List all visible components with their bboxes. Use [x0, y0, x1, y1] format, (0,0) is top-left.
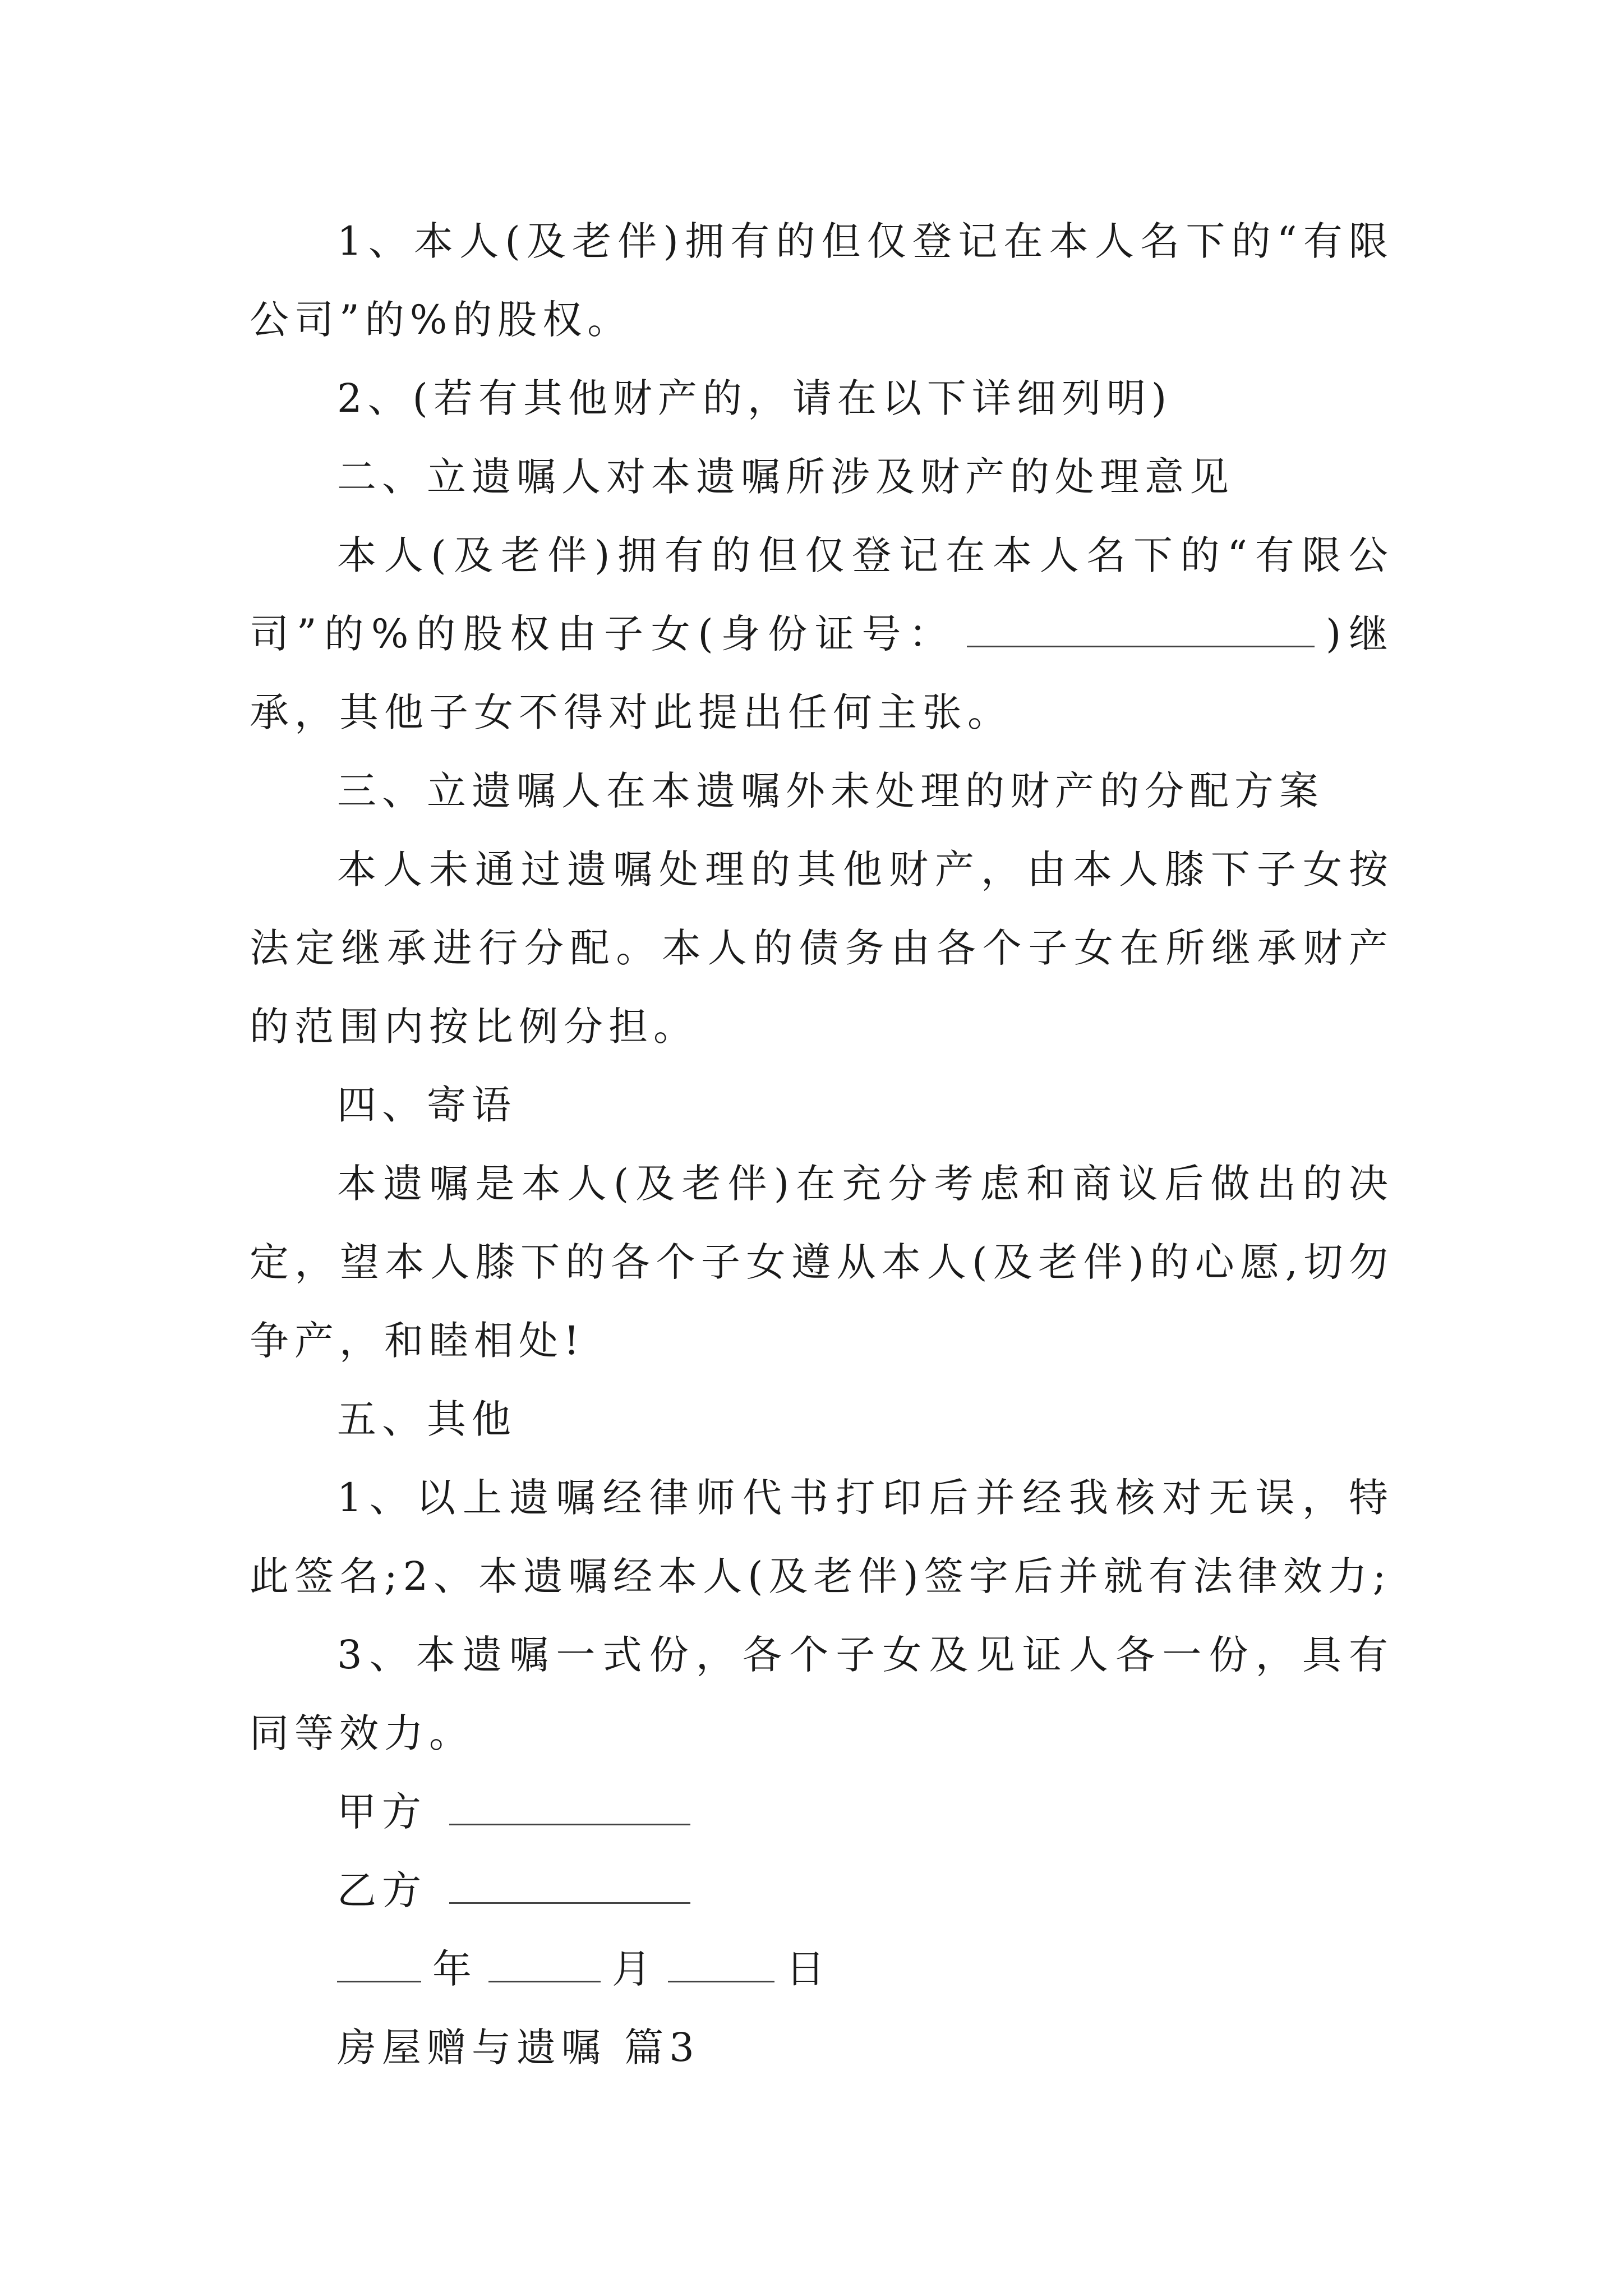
id-number-blank — [967, 612, 1315, 647]
paragraph-message: 本遗嘱是本人(及老伴)在充分考虑和商议后做出的决定，望本人膝下的各个子女遵从本人(及老伴)的心愿,切勿争产，和睦相处! — [250, 1161, 1394, 1364]
month-label: 月 — [612, 1946, 657, 1992]
paragraph-other-1: 1、以上遗嘱经律师代书打印后并经我核对无误，特此签名;2、本遗嘱经本人(及老伴)签字后并就有法律效力; — [250, 1475, 1394, 1599]
inheritance-text-before: 本人(及老伴)拥有的但仅登记在本人名下的“有限公司”的%的股权由子女(身份证号： — [250, 532, 1394, 657]
party-b-label: 乙方 — [337, 1867, 427, 1913]
day-blank — [668, 1947, 774, 1982]
section-heading-distribution: 三、立遗嘱人在本遗嘱外未处理的财产的分配方案 — [337, 768, 1324, 814]
party-a-label: 甲方 — [337, 1789, 427, 1835]
signature-party-a — [250, 1773, 1394, 1851]
paragraph-other-3: 3、本遗嘱一式份，各个子女及见证人各一份，具有同等效力。 — [250, 1632, 1394, 1756]
document-body — [250, 202, 1394, 2087]
signature-party-b — [250, 1851, 1394, 1930]
section-heading-disposal: 二、立遗嘱人对本遗嘱所涉及财产的处理意见 — [337, 454, 1234, 500]
paragraph-equity: 1、本人(及老伴)拥有的但仅登记在本人名下的“有限公司”的%的股权。 — [250, 218, 1394, 343]
date-line — [250, 1930, 1394, 2008]
year-label: 年 — [432, 1946, 477, 1992]
party-b-blank — [449, 1869, 690, 1904]
inheritance-text-after: )继承，其他子女不得对此提出任何主张。 — [250, 611, 1394, 735]
section-heading-message: 四、寄语 — [337, 1082, 517, 1128]
party-a-blank — [449, 1790, 690, 1825]
paragraph-other-assets: 2、(若有其他财产的，请在以下详细列明) — [337, 375, 1173, 421]
day-label: 日 — [786, 1946, 831, 1992]
paragraph-inheritance — [250, 516, 1394, 752]
paragraph-distribution: 本人未通过遗嘱处理的其他财产，由本人膝下子女按法定继承进行分配。本人的债务由各个子女在所继承财产的范围内按比例分担。 — [250, 846, 1394, 1050]
section-heading-other: 五、其他 — [337, 1396, 517, 1442]
month-blank — [488, 1947, 601, 1982]
next-section-heading: 房屋赠与遗嘱 篇3 — [337, 2024, 700, 2070]
year-blank — [337, 1947, 421, 1982]
